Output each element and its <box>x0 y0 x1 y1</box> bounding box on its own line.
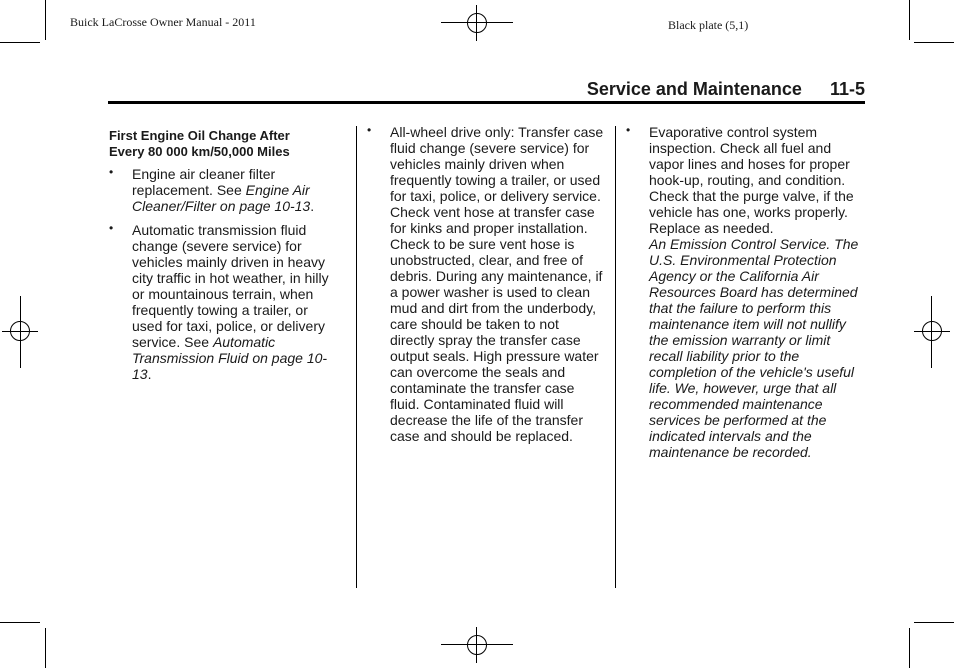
header-rule <box>108 101 865 104</box>
section-title: Service and Maintenance <box>586 79 802 99</box>
registration-mark-right <box>914 296 950 368</box>
column-divider <box>356 126 357 588</box>
column-divider <box>615 126 616 588</box>
print-header-right: Black plate (5,1) <box>668 18 749 32</box>
page-number: 11-5 <box>829 79 865 99</box>
crop-mark <box>0 42 40 43</box>
crop-mark <box>914 622 954 623</box>
section-header <box>540 79 865 100</box>
cross-reference-link[interactable]: Engine Air Cleaner/Filter on page 10-13 <box>132 182 311 214</box>
crop-mark <box>909 628 910 668</box>
crop-mark <box>909 0 910 40</box>
paragraph: Check to be sure vent hose is unobstructed, clear, and free of debris. During any maintenance, if a power washer is used to clean mud and dirt from the underbody, care should be taken to not directly spray the transfer case output seals. High pressure water can overcome the seals and contaminate the transfer case fluid. Contaminated fluid will decrease the life of the transfer case and should be replaced. <box>390 236 603 444</box>
bullet-icon: • <box>367 123 372 137</box>
subsection-heading: First Engine Oil Change After Every 80 000 km/50,000 Miles <box>109 128 290 159</box>
bullet-icon: • <box>109 221 114 235</box>
crop-mark <box>914 42 954 43</box>
print-header-left: Buick LaCrosse Owner Manual - 2011 <box>70 15 256 29</box>
bullet-icon: • <box>109 165 114 179</box>
cross-reference-link[interactable]: Automatic Transmission Fluid on page 10-13 <box>132 334 328 382</box>
column-1 <box>109 126 341 390</box>
emission-note: An Emission Control Service. The U.S. Environmental Protection Agency or the California Air Resources Board has determined that the failure to perform this maintenance item will not nullify the emission warranty or limit recall liability prior to the completion of the vehicle's useful life. We, however, urge that all recommended maintenance services be performed at the indicated intervals and the maintenance be recorded. <box>649 236 859 460</box>
list-item <box>367 124 607 444</box>
list-item <box>626 124 866 460</box>
registration-mark-top <box>441 5 513 41</box>
list-item: • Engine air cleaner filter replacement. See Engine Air Cleaner/Filter on page 10-13. <box>109 165 315 214</box>
registration-mark-bottom <box>441 627 513 663</box>
bullet-icon: • <box>626 123 631 137</box>
registration-mark-left <box>2 296 38 368</box>
crop-mark <box>0 622 40 623</box>
list-item: • Automatic transmission fluid change (severe service) for vehicles mainly driven in heavy city traffic in hot weather, in hilly or mountainous terrain, when frequently towing a trailer, or used for taxi, police, or delivery service. See Automatic Transmission Fluid on page 10-13. <box>109 221 329 382</box>
column-2 <box>367 124 607 452</box>
paragraph: All-wheel drive only: Transfer case fluid change (severe service) for vehicles mainly driven when frequently towing a trailer, or used for taxi, police, or delivery service. Check vent hose at transfer case for kinks and proper installation. <box>390 124 604 236</box>
paragraph: Evaporative control system inspection. Check all fuel and vapor lines and hoses for proper hook-up, routing, and condition. Check that the purge valve, if the vehicle has one, works properly. Replace as needed. <box>649 124 854 236</box>
crop-mark <box>45 628 46 668</box>
column-3 <box>626 124 866 468</box>
crop-mark <box>45 0 46 40</box>
